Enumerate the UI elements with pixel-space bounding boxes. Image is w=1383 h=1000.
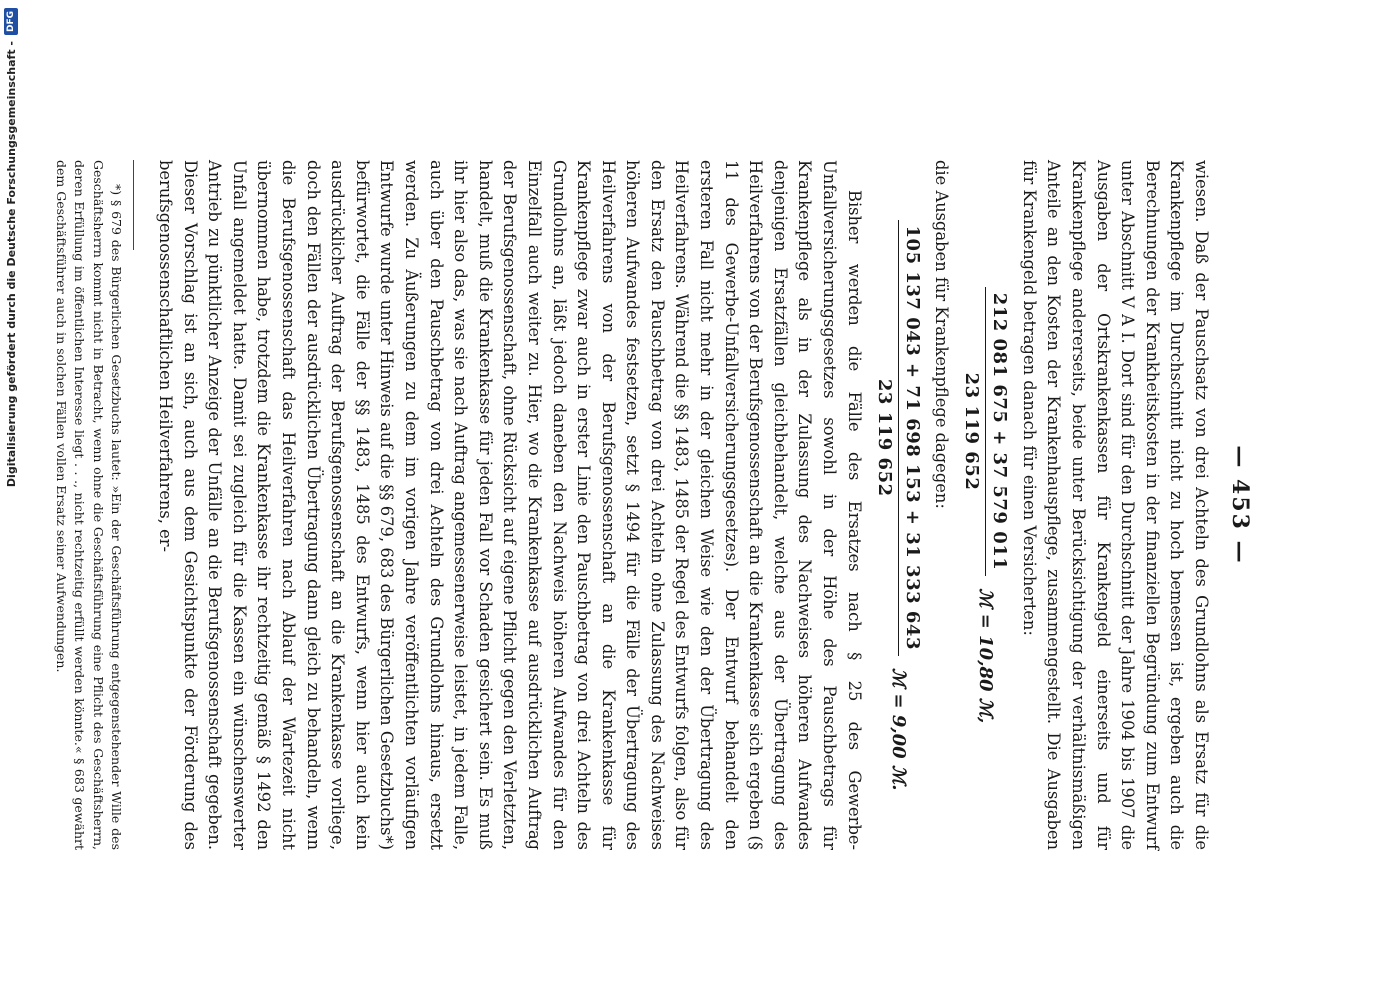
paragraph-1: wiesen. Daß der Pauschsatz von drei Achteln des Grundlohns als Ersatz für die Krankenpflege im Durchschnitt nicht zu hoch bemessen ist, ergeben auch die Berechnungen der Krankheitskosten in der finanziellen Begründung zum Entwurf unter Abschnitt V A I. Dort sind für den Durchschnitt der Jahre 1904 bis 1907 die Ausgaben der Ortskrankenkassen für Krankengeld einerseits und für Krankenpflege andererseits, beide unter Berücksichtigung der verhältnismäßigen Anteile an den Kosten der Krankenhauspflege, zusammengestellt. Die Ausgaben für Krankengeld betragen danach für einen Versicherten: [1019, 160, 1211, 850]
footnote: *) § 679 des Bürgerlichen Gesetzbuchs lautet: »Ein der Geschäftsführung entgegenstehender Wille des Geschäftsherrn kommt nicht in Betracht, wenn ohne die Geschäftsführung eine Pflicht des Geschäftsherrn, deren Erfüllung im öffentlichen Interesse liegt . . ., nicht rechtzeitig erfüllt werden könnte.« § 683 gewährt dem Geschäftsführer auch in solchen Fällen vollen Ersatz seiner Aufwendungen. [53, 160, 125, 850]
paragraph-3: Bisher werden die Fälle des Ersatzes nach § 25 des Gewerbe-Unfallversicherungsgesetzes sowohl in der Höhe des Pauschbetrags für Krankenpflege als in der Zulassung des Nachweises höheren Aufwandes denjenigen Ersatzfällen gleichbehandelt, welche aus der Übertragung des Heilverfahrens von der Berufsgenossenschaft an die Krankenkasse sich ergeben (§ 11 des Gewerbe-Unfallversicherungsgesetzes). Der Entwurf behandelt den ersteren Fall nicht mehr in der gleichen Weise wie den der Übertragung des Heilverfahrens. Während die §§ 1483, 1485 der Regel des Entwurfs folgen, also für den Ersatz den Pauschbetrag von drei Achteln ohne Zulassung des Nachweises höheren Aufwandes festsetzen, setzt § 1494 für die Fälle der Übertragung des Heilverfahrens von der Berufsgenossenschaft an die Krankenkasse für Krankenpflege zwar auch in erster Linie den Pauschbetrag von drei Achteln des Grundlohns an, läßt jedoch daneben den Nachweis höheren Aufwandes für den Einzelfall auch weiter zu. Hier, wo die Krankenkasse auf ausdrücklichen Auftrag der Berufsgenossenschaft, ohne Rücksicht auf eigene Pflicht gegen den Verletzten, handelt, muß die Krankenkasse für jeden Fall vor Schaden gesichert sein. Es muß ihr hier also das, was sie nach Auftrag angemessenerweise leistet, in jedem Falle, auch über den Pauschbetrag von drei Achteln des Grundlohns hinaus, ersetzt werden. Zu Äußerungen zu dem im vorigen Jahre veröffentlichten vorläufigen Entwurfe wurde unter Hinweis auf die §§ 679, 683 des Bürgerlichen Gesetzbuchs*) befürwortet, die Fälle der §§ 1483, 1485 des Entwurfs, wenn hier auch kein ausdrücklicher Auftrag der Berufsgenossenschaft an die Krankenkasse vorliege, doch den Fällen der ausdrücklichen Übertragung dann gleich zu behandeln, wenn die Berufsgenossenschaft das Heilverfahren nach Ablauf der Wartezeit nicht übernommen habe, trotzdem die Krankenkasse ihr rechtzeitig gemäß § 1492 den Unfall angemeldet hatte. Damit sei zugleich für die Kassen ein wünschenswerter Antrieb zu pünktlicher Anzeige der Unfälle an die Berufsgenossenschaft gegeben. Dieser Vorschlag ist an sich, auch aus dem Gesichtspunkte der Förderung des berufsgenossenschaftlichen Heilverfahrens, er- [156, 160, 864, 850]
dfg-logo: DFG [4, 8, 18, 35]
fraction-krankenpflege [874, 220, 923, 656]
digitization-credit [0, 0, 22, 1000]
page-number: — 453 — [1227, 445, 1253, 565]
formula2-denominator: 23 119 652 [873, 378, 895, 497]
formula-krankengeld [961, 160, 1010, 850]
credit-line [0, 0, 22, 1000]
formula1-denominator: 23 119 652 [961, 372, 983, 491]
page-content [51, 160, 1253, 850]
formula1-numerator: 212 081 675 + 37 579 011 [985, 287, 1010, 577]
fraction-krankengeld [961, 287, 1010, 577]
formula2-numerator: 105 137 043 + 71 698 153 + 31 333 643 [898, 220, 923, 656]
formula-krankenpflege [874, 160, 923, 850]
formula2-result: ℳ = 9,00 ℳ. [887, 667, 909, 791]
footnote-divider [133, 160, 134, 250]
formula1-result: ℳ = 10,80 ℳ, [975, 588, 997, 724]
paragraph-2: die Ausgaben für Krankenpflege dagegen: [932, 160, 952, 509]
credit-text: Digitalisierung gefördert durch die Deutsche Forschungsgemeinschaft - [4, 41, 18, 488]
